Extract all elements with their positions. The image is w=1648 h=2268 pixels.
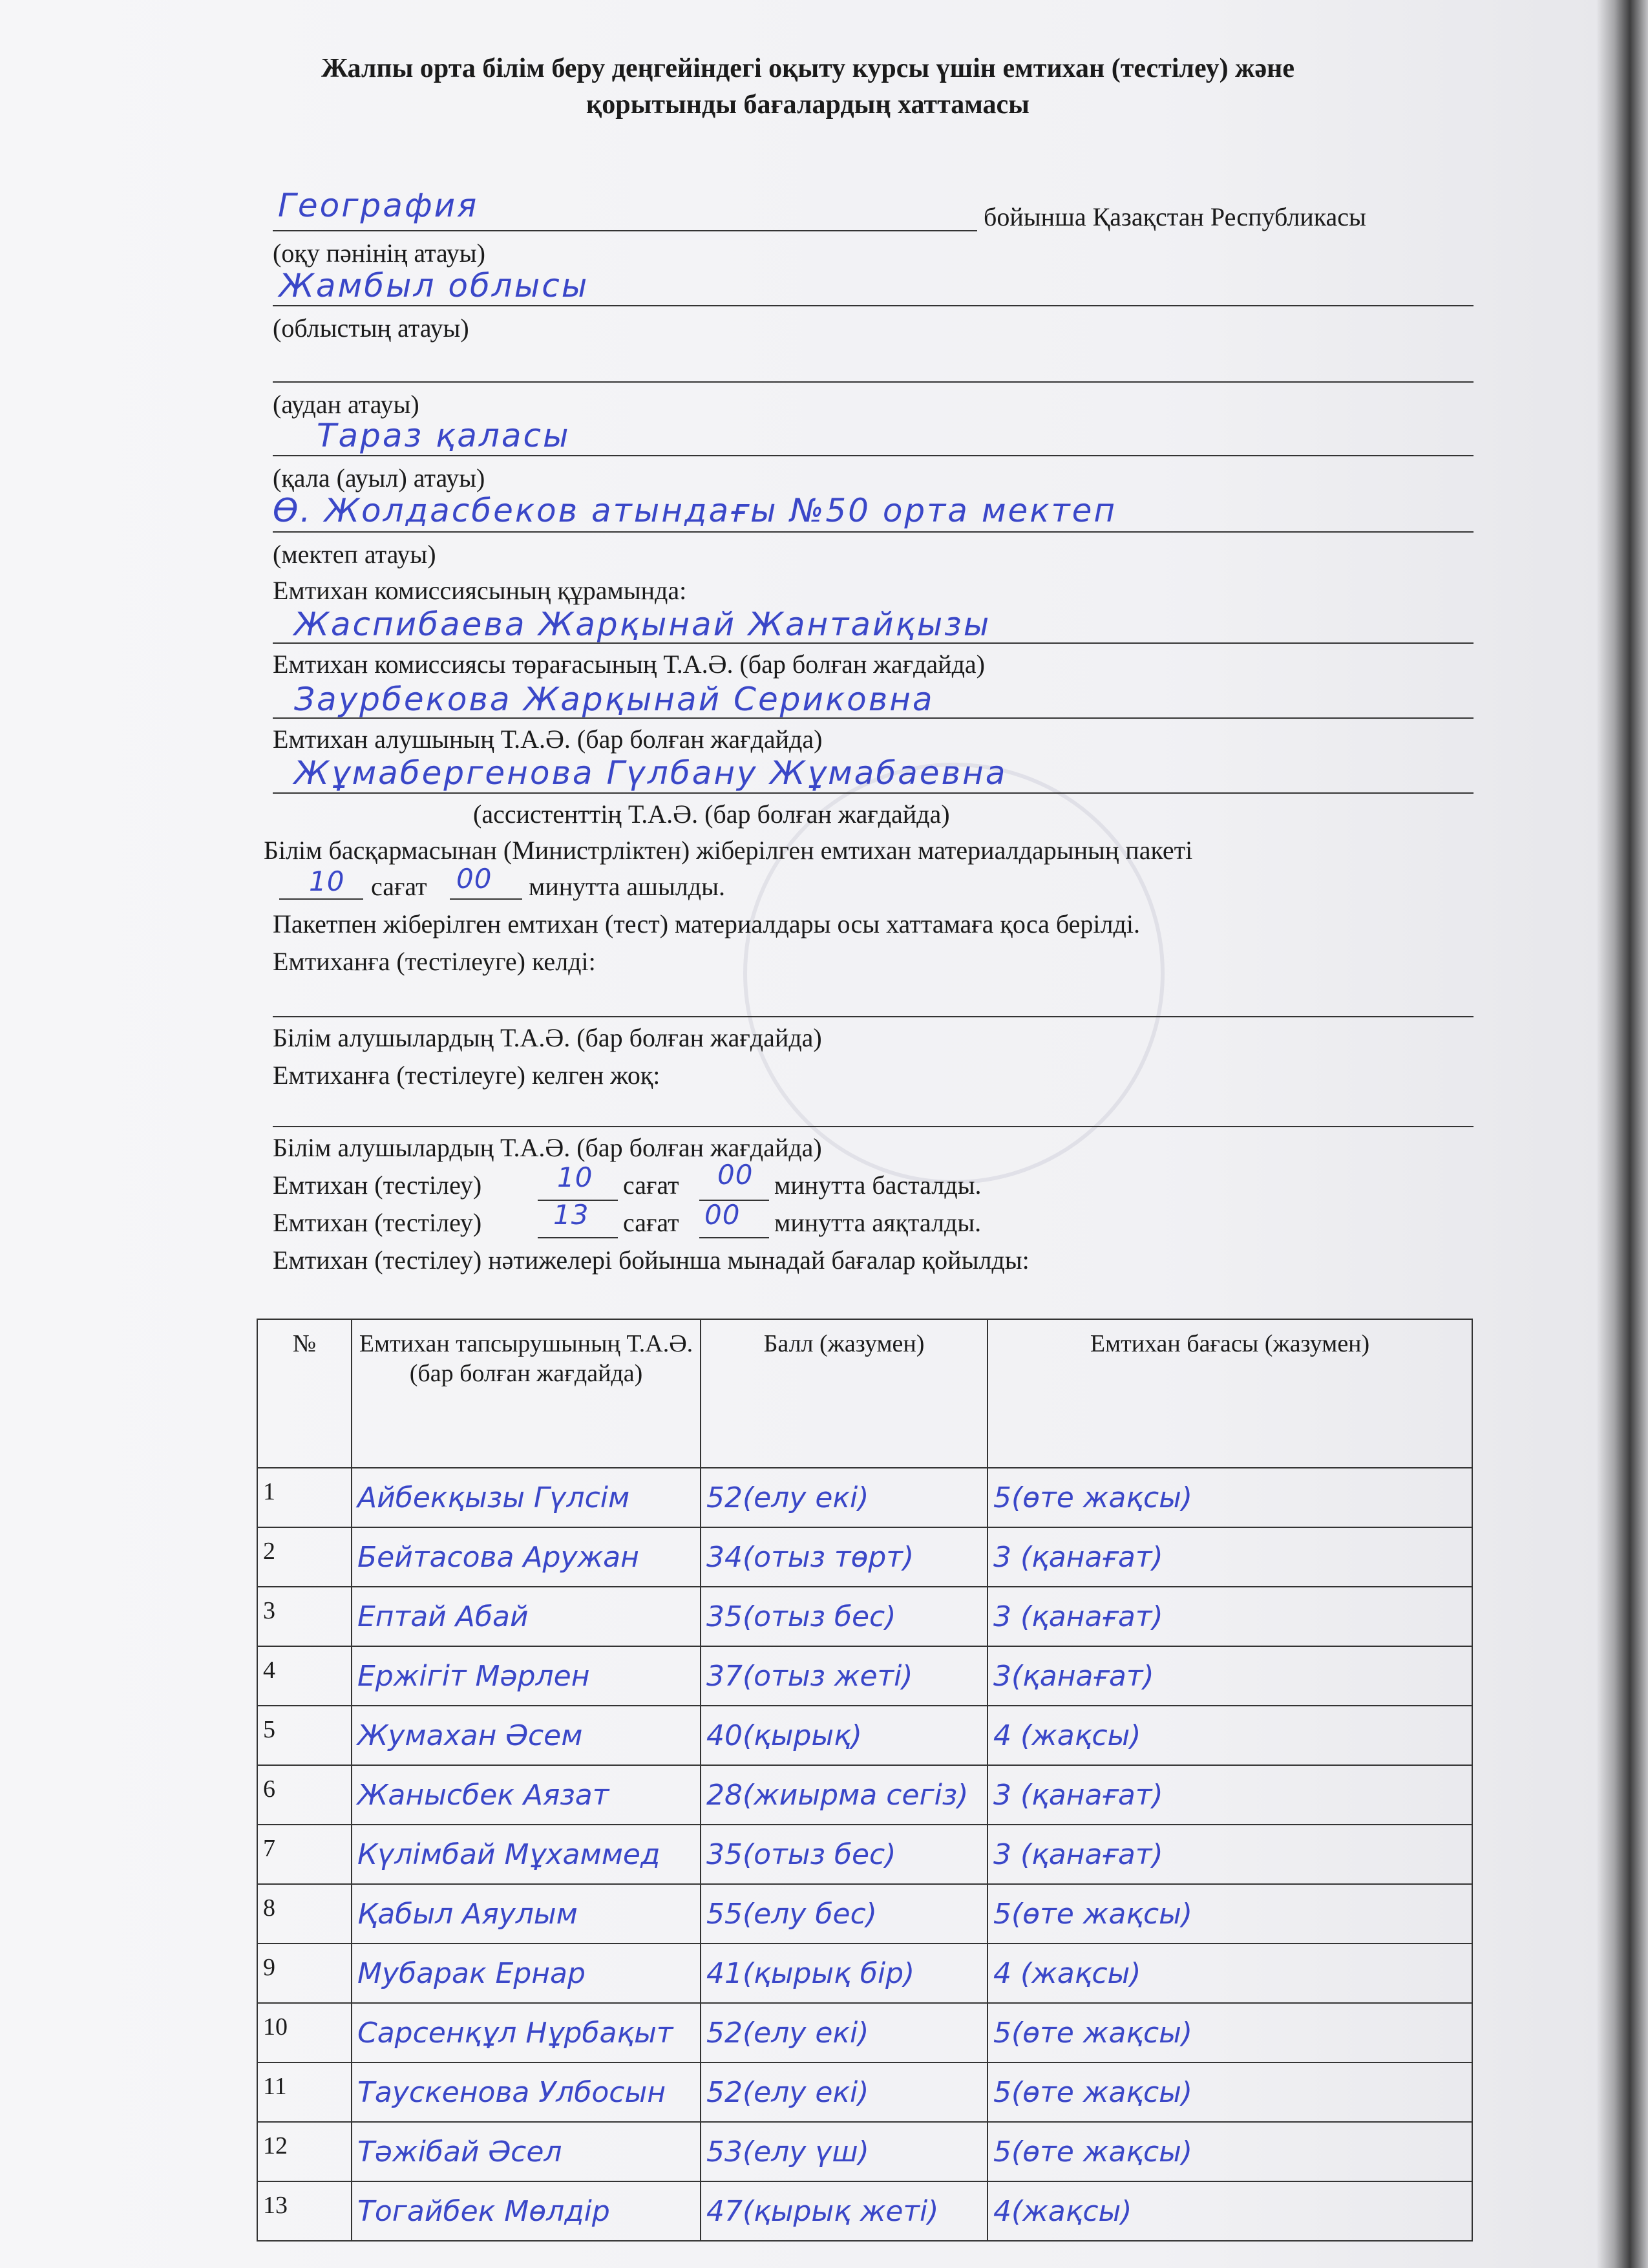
- end-suffix: минутта аяқталды.: [774, 1208, 982, 1237]
- school-value: Ө. Жолдасбеков атындағы №50 орта мектеп: [273, 492, 1117, 529]
- start-label: Емтихан (тестілеу): [273, 1171, 482, 1200]
- student-grade: 3(қанағат): [988, 1646, 1472, 1706]
- package-minute-word: минутта ашылды.: [529, 872, 725, 901]
- package-attached: Пакетпен жіберілген емтихан (тест) материалдары осы хаттамаға қоса берілді.: [273, 909, 1140, 938]
- scan-shadow-edge: [1596, 0, 1648, 2268]
- assistant-line: [273, 792, 1474, 794]
- start-minute: 00: [717, 1159, 754, 1191]
- row-number: 9: [257, 1944, 352, 2003]
- package-text: Білім басқармасынан (Министрліктен) жіберілген емтихан материалдарының пакеті: [264, 836, 1193, 865]
- table-row: [257, 1646, 1472, 1706]
- student-score: 41(қырық бір): [701, 1944, 988, 2003]
- student-grade: 5(өте жақсы): [988, 2062, 1472, 2122]
- student-grade: 4(жақсы): [988, 2181, 1472, 2241]
- student-name: Күлімбай Мұхаммед: [352, 1825, 701, 1884]
- row-number: 3: [257, 1587, 352, 1646]
- region-line: [273, 305, 1474, 306]
- header-name: Емтихан тапсырушының Т.А.Ә. (бар болған жағдайда): [352, 1319, 701, 1468]
- student-score: 55(елу бес): [701, 1884, 988, 1944]
- header-number: №: [257, 1319, 352, 1468]
- table-header-row: [257, 1319, 1472, 1468]
- commission-chair-line: [273, 717, 1474, 719]
- row-number: 6: [257, 1765, 352, 1825]
- subject-caption: (оқу пәнінің атауы): [273, 238, 485, 268]
- student-grade: 5(өте жақсы): [988, 1884, 1472, 1944]
- student-score: 35(отыз бес): [701, 1587, 988, 1646]
- student-score: 52(елу екі): [701, 1468, 988, 1527]
- student-grade: 4 (жақсы): [988, 1944, 1472, 2003]
- start-hour: 10: [557, 1161, 593, 1193]
- region-caption: (облыстың атауы): [273, 313, 469, 343]
- results-label: Емтихан (тестілеу) нәтижелері бойынша мынадай бағалар қойылды:: [273, 1245, 1030, 1275]
- student-score: 34(отыз төрт): [701, 1527, 988, 1587]
- commission-label: Емтихан комиссиясының құрамында:: [273, 576, 687, 605]
- commission-chair-value: Заурбекова Жарқынай Сериковна: [294, 681, 935, 718]
- table-row: [257, 2003, 1472, 2062]
- title-line-1: Жалпы орта білім беру деңгейіндегі оқыту курсы үшін емтихан (тестілеу) және: [321, 54, 1294, 83]
- student-name: Жанысбек Аязат: [352, 1765, 701, 1825]
- student-name: Тәжібай Әсел: [352, 2122, 701, 2181]
- header-grade: Емтихан бағасы (жазумен): [988, 1319, 1472, 1468]
- city-line: [273, 455, 1474, 456]
- row-number: 4: [257, 1646, 352, 1706]
- commission-chair-label: Емтихан комиссиясы төрағасының Т.А.Ә. (бар болған жағдайда): [273, 650, 985, 679]
- start-suffix: минутта басталды.: [774, 1171, 982, 1200]
- row-number: 10: [257, 2003, 352, 2062]
- row-number: 7: [257, 1825, 352, 1884]
- table-row: [257, 1825, 1472, 1884]
- end-minute-line: [699, 1237, 769, 1238]
- student-name: Айбекқызы Гүлсім: [352, 1468, 701, 1527]
- student-grade: 3 (қанағат): [988, 1765, 1472, 1825]
- table-row: [257, 1527, 1472, 1587]
- student-score: 53(елу үш): [701, 2122, 988, 2181]
- row-number: 2: [257, 1527, 352, 1587]
- attendance-absent-line: [273, 1126, 1474, 1127]
- table-row: [257, 1765, 1472, 1825]
- attendance-absent-label: Емтиханға (тестілеуге) келген жоқ:: [273, 1061, 660, 1090]
- row-number: 13: [257, 2181, 352, 2241]
- commission-members: Жаспибаева Жарқынай Жантайқызы: [294, 606, 991, 643]
- table-row: [257, 1884, 1472, 1944]
- examiner-label: Емтихан алушының Т.А.Ә. (бар болған жағдайда): [273, 725, 823, 754]
- package-hour: 10: [309, 865, 345, 897]
- student-grade: 3 (қанағат): [988, 1825, 1472, 1884]
- school-caption: (мектеп атауы): [273, 540, 436, 569]
- student-grade: 4 (жақсы): [988, 1706, 1472, 1765]
- table-row: [257, 2062, 1472, 2122]
- student-name: Таускенова Улбосын: [352, 2062, 701, 2122]
- table-row: [257, 1468, 1472, 1527]
- student-name: Тогайбек Мөлдір: [352, 2181, 701, 2241]
- row-number: 11: [257, 2062, 352, 2122]
- grades-table-body: [257, 1468, 1472, 2241]
- end-label: Емтихан (тестілеу): [273, 1208, 482, 1237]
- region-value: Жамбыл облысы: [279, 267, 589, 304]
- commission-line: [273, 642, 1474, 644]
- end-hour-line: [538, 1237, 618, 1238]
- student-score: 28(жиырма сегіз): [701, 1765, 988, 1825]
- student-name: Бейтасова Аружан: [352, 1527, 701, 1587]
- student-name: Ептай Абай: [352, 1587, 701, 1646]
- student-name: Мубарак Ернар: [352, 1944, 701, 2003]
- student-name: Ержігіт Мәрлен: [352, 1646, 701, 1706]
- city-value: Тараз қаласы: [317, 417, 571, 454]
- student-score: 47(қырық жеті): [701, 2181, 988, 2241]
- attendance-absent-caption: Білім алушылардың Т.А.Ә. (бар болған жағдайда): [273, 1133, 822, 1162]
- city-caption: (қала (ауыл) атауы): [273, 463, 485, 493]
- package-hour-line: [279, 898, 363, 900]
- table-row: [257, 1944, 1472, 2003]
- attendance-came-caption: Білім алушылардың Т.А.Ә. (бар болған жағдайда): [273, 1023, 822, 1052]
- student-grade: 3 (қанағат): [988, 1527, 1472, 1587]
- subject-value: География: [278, 187, 479, 224]
- package-minute-line: [450, 898, 522, 900]
- package-hour-word: сағат: [371, 872, 427, 901]
- student-score: 52(елу екі): [701, 2062, 988, 2122]
- end-minute: 00: [704, 1199, 741, 1231]
- start-hour-word: сағат: [623, 1171, 679, 1200]
- attendance-came-label: Емтиханға (тестілеуге) келді:: [273, 947, 596, 976]
- student-grade: 3 (қанағат): [988, 1587, 1472, 1646]
- table-row: [257, 2122, 1472, 2181]
- student-score: 52(елу екі): [701, 2003, 988, 2062]
- row-number: 5: [257, 1706, 352, 1765]
- attendance-came-line: [273, 1016, 1474, 1017]
- district-caption: (аудан атауы): [273, 390, 419, 419]
- row-number: 12: [257, 2122, 352, 2181]
- student-score: 37(отыз жеті): [701, 1646, 988, 1706]
- student-name: Қабыл Аяулым: [352, 1884, 701, 1944]
- header-score: Балл (жазумен): [701, 1319, 988, 1468]
- document-title: [194, 50, 1422, 123]
- table-row: [257, 1706, 1472, 1765]
- package-minute: 00: [456, 863, 492, 895]
- assistant-value: Жұмабергенова Гүлбану Жұмабаевна: [294, 754, 1008, 792]
- assistant-label: (ассистенттің Т.А.Ә. (бар болған жағдайда): [473, 800, 950, 829]
- district-line: [273, 381, 1474, 383]
- student-name: Сарсенқұл Нұрбақыт: [352, 2003, 701, 2062]
- row-number: 1: [257, 1468, 352, 1527]
- end-hour: 13: [553, 1199, 589, 1231]
- subject-suffix: бойынша Қазақстан Республикасы: [984, 202, 1366, 231]
- student-score: 35(отыз бес): [701, 1825, 988, 1884]
- table-row: [257, 2181, 1472, 2241]
- grades-table: [257, 1319, 1473, 2242]
- row-number: 8: [257, 1884, 352, 1944]
- student-grade: 5(өте жақсы): [988, 2122, 1472, 2181]
- table-row: [257, 1587, 1472, 1646]
- student-grade: 5(өте жақсы): [988, 1468, 1472, 1527]
- end-hour-word: сағат: [623, 1208, 679, 1237]
- subject-line: [273, 230, 977, 231]
- title-line-2: қорытынды бағалардың хаттамасы: [586, 90, 1030, 120]
- student-grade: 5(өте жақсы): [988, 2003, 1472, 2062]
- student-score: 40(қырық): [701, 1706, 988, 1765]
- school-line: [273, 531, 1474, 533]
- student-name: Жумахан Әсем: [352, 1706, 701, 1765]
